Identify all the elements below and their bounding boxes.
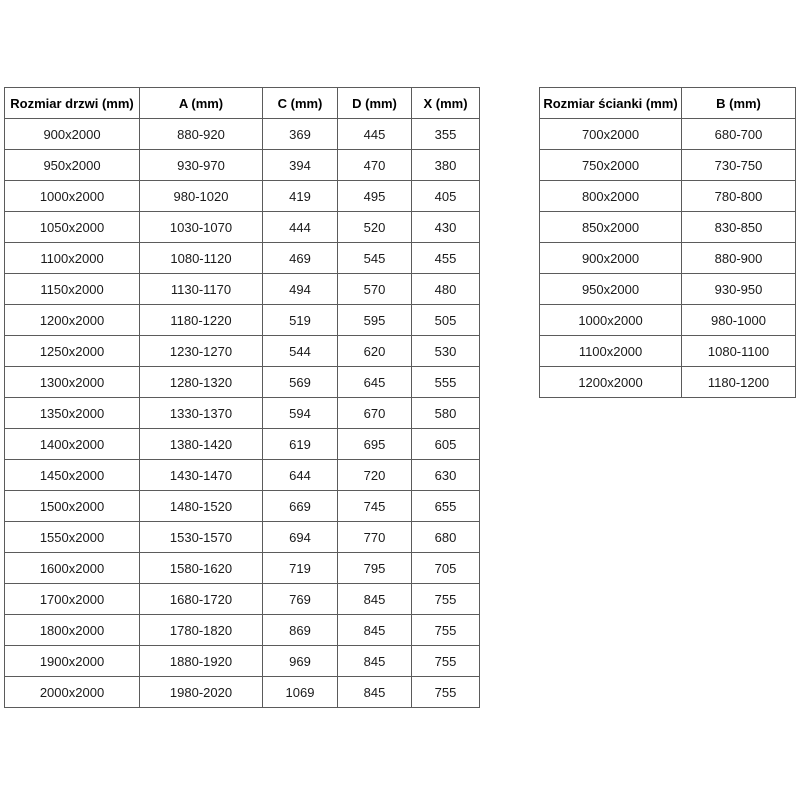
table-cell: 755 — [412, 646, 480, 677]
header-row — [5, 88, 480, 119]
table-cell: 1700x2000 — [5, 584, 140, 615]
table-cell: 720 — [338, 460, 412, 491]
door-size-table — [4, 87, 480, 708]
table-cell: 680 — [412, 522, 480, 553]
table-cell: 1230-1270 — [140, 336, 263, 367]
table-row — [540, 367, 796, 398]
column-header-b: B (mm) — [682, 88, 796, 119]
table-cell: 845 — [338, 615, 412, 646]
table-cell: 719 — [263, 553, 338, 584]
table-row — [5, 305, 480, 336]
column-header-d: D (mm) — [338, 88, 412, 119]
table-cell: 1580-1620 — [140, 553, 263, 584]
table-cell: 470 — [338, 150, 412, 181]
table-row — [5, 367, 480, 398]
table-row — [5, 181, 480, 212]
table-row — [5, 212, 480, 243]
table-cell: 519 — [263, 305, 338, 336]
table-cell: 930-970 — [140, 150, 263, 181]
table-row — [5, 336, 480, 367]
table-cell: 850x2000 — [540, 212, 682, 243]
table-cell: 900x2000 — [540, 243, 682, 274]
table-cell: 845 — [338, 584, 412, 615]
table-row — [5, 553, 480, 584]
table-cell: 1600x2000 — [5, 553, 140, 584]
table-cell: 730-750 — [682, 150, 796, 181]
table-cell: 845 — [338, 646, 412, 677]
table-cell: 1380-1420 — [140, 429, 263, 460]
table-row — [5, 243, 480, 274]
column-header-x: X (mm) — [412, 88, 480, 119]
table-cell: 1350x2000 — [5, 398, 140, 429]
table-cell: 755 — [412, 677, 480, 708]
table-cell: 880-900 — [682, 243, 796, 274]
table-cell: 570 — [338, 274, 412, 305]
table-cell: 869 — [263, 615, 338, 646]
table-cell: 950x2000 — [540, 274, 682, 305]
table-cell: 1300x2000 — [5, 367, 140, 398]
table-cell: 1450x2000 — [5, 460, 140, 491]
table-cell: 594 — [263, 398, 338, 429]
column-header-c: C (mm) — [263, 88, 338, 119]
table-cell: 700x2000 — [540, 119, 682, 150]
table-cell: 644 — [263, 460, 338, 491]
table-cell: 1200x2000 — [5, 305, 140, 336]
table-cell: 1180-1220 — [140, 305, 263, 336]
table-cell: 595 — [338, 305, 412, 336]
table-cell: 444 — [263, 212, 338, 243]
table-cell: 419 — [263, 181, 338, 212]
header-row — [540, 88, 796, 119]
table-cell: 505 — [412, 305, 480, 336]
table-cell: 630 — [412, 460, 480, 491]
table-cell: 1100x2000 — [540, 336, 682, 367]
table-row — [5, 584, 480, 615]
table-cell: 555 — [412, 367, 480, 398]
table-row — [5, 429, 480, 460]
table-cell: 1480-1520 — [140, 491, 263, 522]
table-row — [5, 460, 480, 491]
table-cell: 655 — [412, 491, 480, 522]
table-cell: 980-1020 — [140, 181, 263, 212]
table-cell: 355 — [412, 119, 480, 150]
wall-table-body — [540, 119, 796, 398]
column-header-wall-size: Rozmiar ścianki (mm) — [540, 88, 682, 119]
wall-table-header — [540, 88, 796, 119]
table-cell: 1400x2000 — [5, 429, 140, 460]
table-cell: 455 — [412, 243, 480, 274]
table-cell: 1800x2000 — [5, 615, 140, 646]
table-cell: 569 — [263, 367, 338, 398]
table-cell: 469 — [263, 243, 338, 274]
table-cell: 705 — [412, 553, 480, 584]
table-row — [540, 336, 796, 367]
table-row — [540, 243, 796, 274]
table-cell: 430 — [412, 212, 480, 243]
column-header-a: A (mm) — [140, 88, 263, 119]
table-cell: 494 — [263, 274, 338, 305]
table-row — [540, 305, 796, 336]
table-cell: 1430-1470 — [140, 460, 263, 491]
table-cell: 750x2000 — [540, 150, 682, 181]
table-cell: 900x2000 — [5, 119, 140, 150]
table-cell: 1069 — [263, 677, 338, 708]
table-cell: 780-800 — [682, 181, 796, 212]
table-row — [5, 615, 480, 646]
table-cell: 1150x2000 — [5, 274, 140, 305]
table-cell: 880-920 — [140, 119, 263, 150]
table-row — [540, 181, 796, 212]
table-cell: 580 — [412, 398, 480, 429]
table-row — [5, 491, 480, 522]
table-cell: 950x2000 — [5, 150, 140, 181]
table-cell: 1550x2000 — [5, 522, 140, 553]
table-cell: 1180-1200 — [682, 367, 796, 398]
table-row — [540, 119, 796, 150]
table-row — [540, 150, 796, 181]
table-cell: 769 — [263, 584, 338, 615]
table-cell: 1500x2000 — [5, 491, 140, 522]
table-row — [5, 150, 480, 181]
table-cell: 1000x2000 — [540, 305, 682, 336]
table-cell: 795 — [338, 553, 412, 584]
table-cell: 669 — [263, 491, 338, 522]
table-cell: 1900x2000 — [5, 646, 140, 677]
table-cell: 445 — [338, 119, 412, 150]
table-cell: 980-1000 — [682, 305, 796, 336]
table-row — [540, 274, 796, 305]
table-cell: 1880-1920 — [140, 646, 263, 677]
table-cell: 405 — [412, 181, 480, 212]
table-cell: 495 — [338, 181, 412, 212]
table-cell: 930-950 — [682, 274, 796, 305]
table-cell: 645 — [338, 367, 412, 398]
table-cell: 755 — [412, 615, 480, 646]
table-cell: 1080-1120 — [140, 243, 263, 274]
table-cell: 770 — [338, 522, 412, 553]
table-row — [5, 274, 480, 305]
table-cell: 1050x2000 — [5, 212, 140, 243]
table-cell: 1530-1570 — [140, 522, 263, 553]
table-cell: 695 — [338, 429, 412, 460]
table-cell: 605 — [412, 429, 480, 460]
table-cell: 1200x2000 — [540, 367, 682, 398]
table-cell: 1280-1320 — [140, 367, 263, 398]
table-cell: 1980-2020 — [140, 677, 263, 708]
door-table-header — [5, 88, 480, 119]
table-cell: 520 — [338, 212, 412, 243]
table-cell: 1130-1170 — [140, 274, 263, 305]
table-cell: 544 — [263, 336, 338, 367]
table-cell: 830-850 — [682, 212, 796, 243]
table-cell: 1080-1100 — [682, 336, 796, 367]
table-cell: 800x2000 — [540, 181, 682, 212]
table-cell: 969 — [263, 646, 338, 677]
table-cell: 369 — [263, 119, 338, 150]
table-cell: 1330-1370 — [140, 398, 263, 429]
table-cell: 394 — [263, 150, 338, 181]
table-row — [5, 522, 480, 553]
table-cell: 845 — [338, 677, 412, 708]
table-cell: 670 — [338, 398, 412, 429]
table-cell: 1000x2000 — [5, 181, 140, 212]
table-cell: 545 — [338, 243, 412, 274]
table-cell: 380 — [412, 150, 480, 181]
table-cell: 1100x2000 — [5, 243, 140, 274]
table-cell: 680-700 — [682, 119, 796, 150]
table-row — [5, 677, 480, 708]
table-row — [5, 398, 480, 429]
wall-size-table — [539, 87, 796, 398]
table-cell: 619 — [263, 429, 338, 460]
table-cell: 530 — [412, 336, 480, 367]
table-cell: 694 — [263, 522, 338, 553]
column-header-door-size: Rozmiar drzwi (mm) — [5, 88, 140, 119]
table-row — [5, 119, 480, 150]
table-cell: 755 — [412, 584, 480, 615]
table-cell: 1780-1820 — [140, 615, 263, 646]
table-cell: 745 — [338, 491, 412, 522]
table-cell: 1030-1070 — [140, 212, 263, 243]
table-cell: 620 — [338, 336, 412, 367]
table-cell: 2000x2000 — [5, 677, 140, 708]
table-row — [540, 212, 796, 243]
table-row — [5, 646, 480, 677]
door-table-body — [5, 119, 480, 708]
table-cell: 480 — [412, 274, 480, 305]
table-cell: 1250x2000 — [5, 336, 140, 367]
table-cell: 1680-1720 — [140, 584, 263, 615]
